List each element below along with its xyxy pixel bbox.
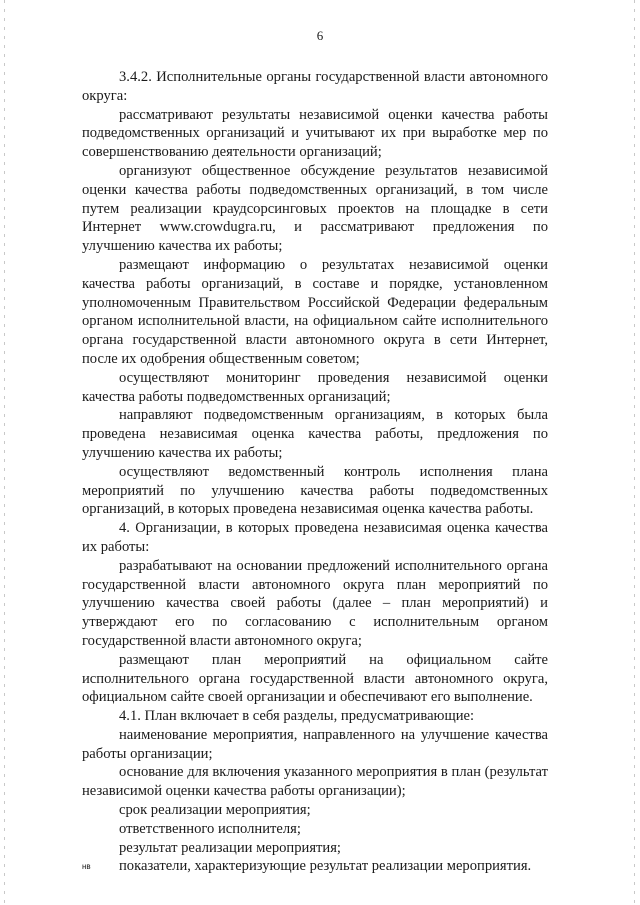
list-item: разрабатывают на основании предложений исполнительного органа государственной власти автономного округа план мероприятий по улучшению качества своей работы (далее – план мероприятий) и утверждают его по согласованию с исполнительным органом государственной власти автономного округа; [82, 557, 548, 649]
list-item: осуществляют мониторинг проведения независимой оценки качества работы подведомственных организаций; [82, 369, 548, 405]
list-item: рассматривают результаты независимой оценки качества работы подведомственных организаций и учитывают их при выработке мер по совершенствованию деятельности организаций; [82, 106, 548, 161]
document-body [82, 68, 548, 876]
list-item: ответственного исполнителя; [119, 820, 301, 837]
list-item: организуют общественное обсуждение результатов независимой оценки качества работы подведомственных организаций, в том числе путем реализации краудсорсинговых проектов на площадке в сети Интернет www.crowdugra.ru, и рассматривают предложения по улучшению качества их работы; [82, 162, 548, 255]
right-scan-edge [634, 0, 635, 905]
clause-4-heading: 4. Организации, в которых проведена независимая оценка качества их работы: [82, 520, 548, 555]
list-item: осуществляют ведомственный контроль исполнения плана мероприятий по улучшению качества работы подведомственных организаций, в которых проведена независимая оценка качества работы. [82, 463, 548, 518]
left-scan-edge [4, 0, 5, 905]
list-item: результат реализации мероприятия; [119, 839, 341, 856]
footer-initials: нв [82, 862, 91, 871]
list-item: наименование мероприятия, направленного на улучшение качества работы организации; [82, 726, 548, 762]
list-item: срок реализации мероприятия; [119, 802, 311, 819]
clause-3-4-2-heading: 3.4.2. Исполнительные органы государственной власти автономного округа: [82, 69, 548, 104]
list-item: размещают информацию о результатах независимой оценки качества работы организаций, в составе и порядке, установленном уполномоченным Правительством Российской Федерации федеральным органом исполнительной власти, на официальном сайте исполнительного органа государственной власти автономного округа в сети Интернет, после их одобрения общественным советом; [82, 256, 548, 367]
list-item: размещают план мероприятий на официальном сайте исполнительного органа государственной власти автономного округа, официальном сайте своей организации и обеспечивают его выполнение. [82, 651, 548, 706]
page-number: 6 [316, 28, 324, 43]
list-item: показатели, характеризующие результат реализации мероприятия. [119, 858, 532, 875]
list-item: основание для включения указанного мероприятия в план (результат независимой оценки качества работы организации); [82, 764, 548, 800]
clause-4-1-heading: 4.1. План включает в себя разделы, предусматривающие: [119, 708, 475, 725]
list-item: направляют подведомственным организациям, в которых была проведена независимая оценка качества работы, предложения по улучшению качества их работы; [82, 407, 548, 461]
